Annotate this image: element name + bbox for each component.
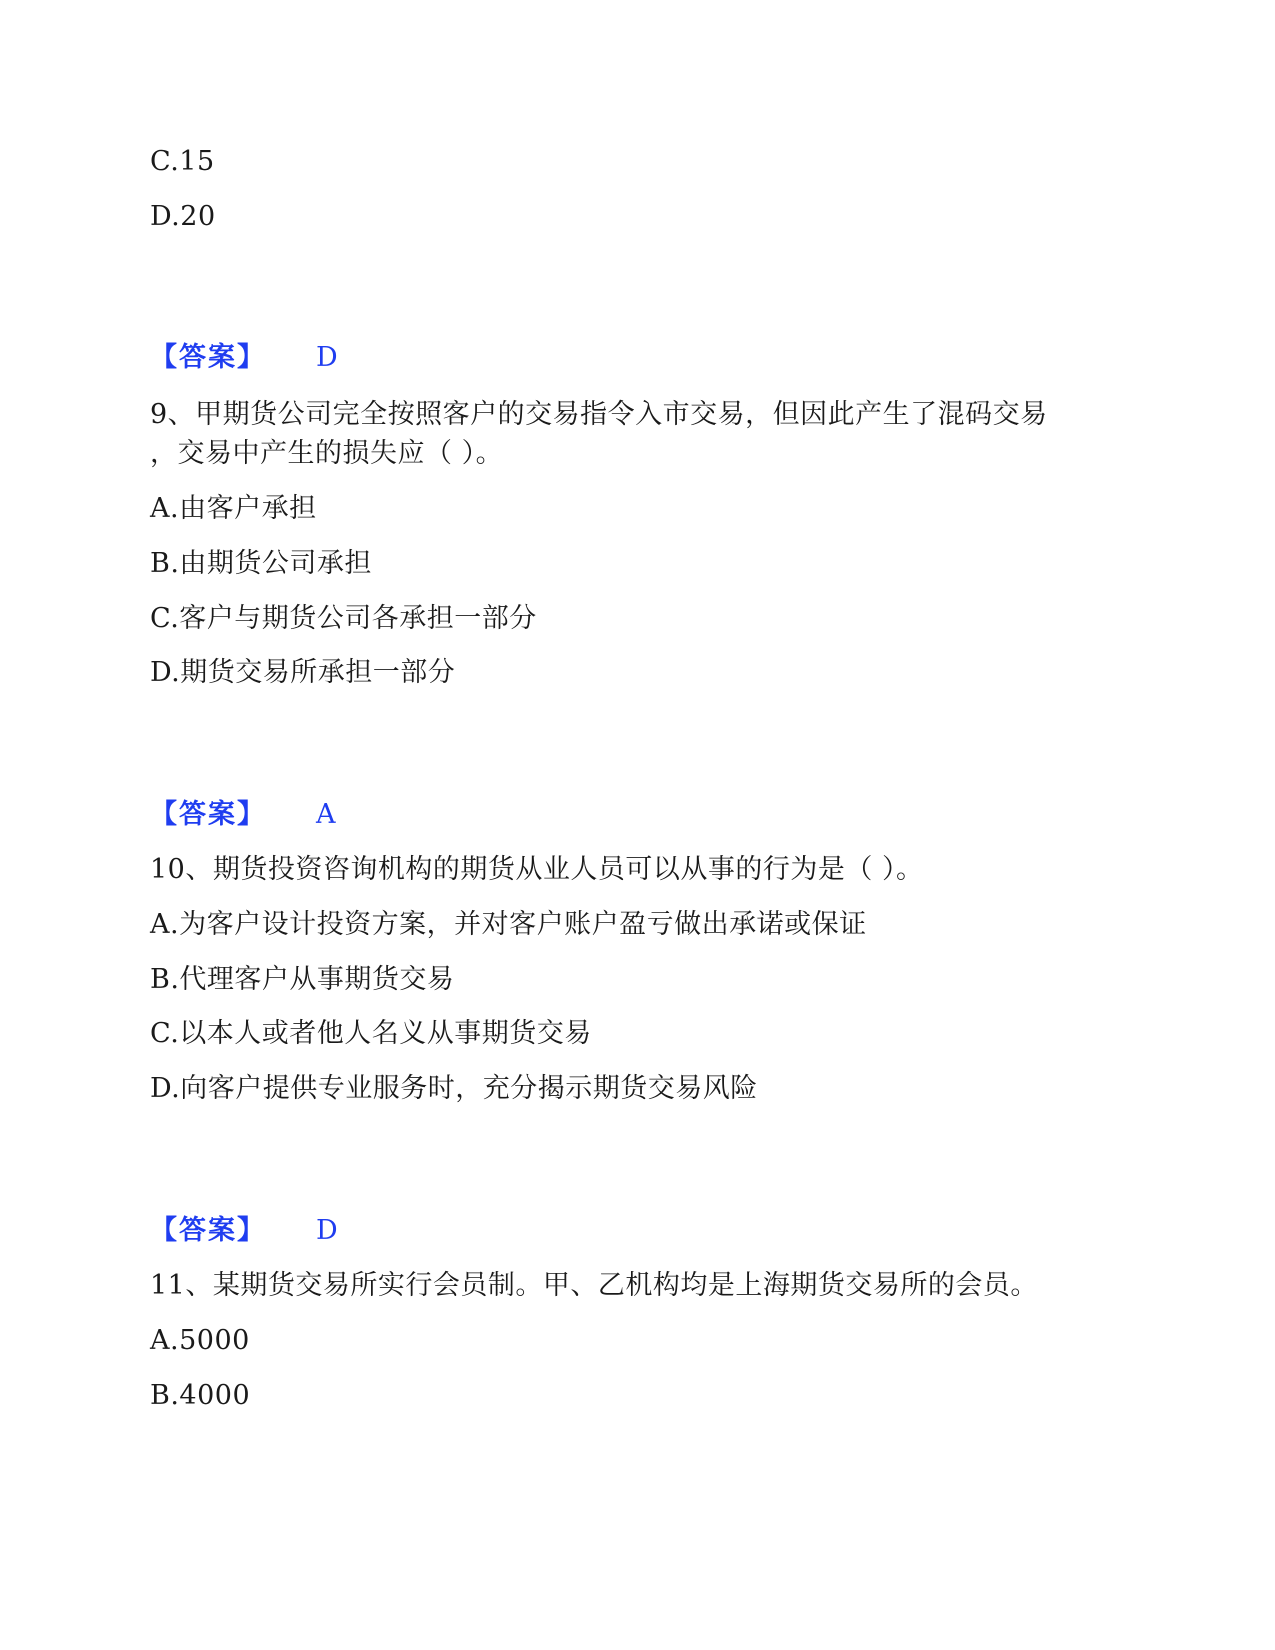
q9-question-line1: 9、甲期货公司完全按照客户的交易指令入市交易，但因此产生了混码交易 (150, 399, 1048, 430)
q10-option-a: A.为客户设计投资方案，并对客户账户盈亏做出承诺或保证 (150, 909, 867, 940)
q8-option-c: C.15 (150, 146, 215, 177)
q9-answer (150, 797, 336, 833)
q9-option-d: D.期货交易所承担一部分 (150, 657, 456, 688)
answer-label: 【答案】 (150, 342, 266, 373)
q9-option-b: B.由期货公司承担 (150, 548, 372, 579)
answer-value: D (316, 1215, 338, 1246)
answer-label: 【答案】 (150, 799, 266, 830)
q10-question: 10、期货投资咨询机构的期货从业人员可以从事的行为是（ ）。 (150, 854, 924, 885)
q9-option-c: C.客户与期货公司各承担一部分 (150, 603, 537, 634)
q11-option-b: B.4000 (150, 1380, 251, 1411)
q9-question-line2: ，交易中产生的损失应（ ）。 (150, 438, 504, 469)
answer-value: D (316, 342, 338, 373)
q10-option-d: D.向客户提供专业服务时，充分揭示期货交易风险 (150, 1073, 758, 1104)
answer-value: A (316, 799, 336, 830)
q11-question: 11、某期货交易所实行会员制。甲、乙机构均是上海期货交易所的会员。 (150, 1270, 1038, 1301)
q9-option-a: A.由客户承担 (150, 493, 317, 524)
q8-option-d: D.20 (150, 201, 216, 232)
q8-answer (150, 340, 338, 376)
q11-option-a: A.5000 (150, 1325, 250, 1356)
q10-option-b: B.代理客户从事期货交易 (150, 964, 455, 995)
q10-answer (150, 1213, 338, 1249)
answer-label: 【答案】 (150, 1215, 266, 1246)
q10-option-c: C.以本人或者他人名义从事期货交易 (150, 1018, 592, 1049)
